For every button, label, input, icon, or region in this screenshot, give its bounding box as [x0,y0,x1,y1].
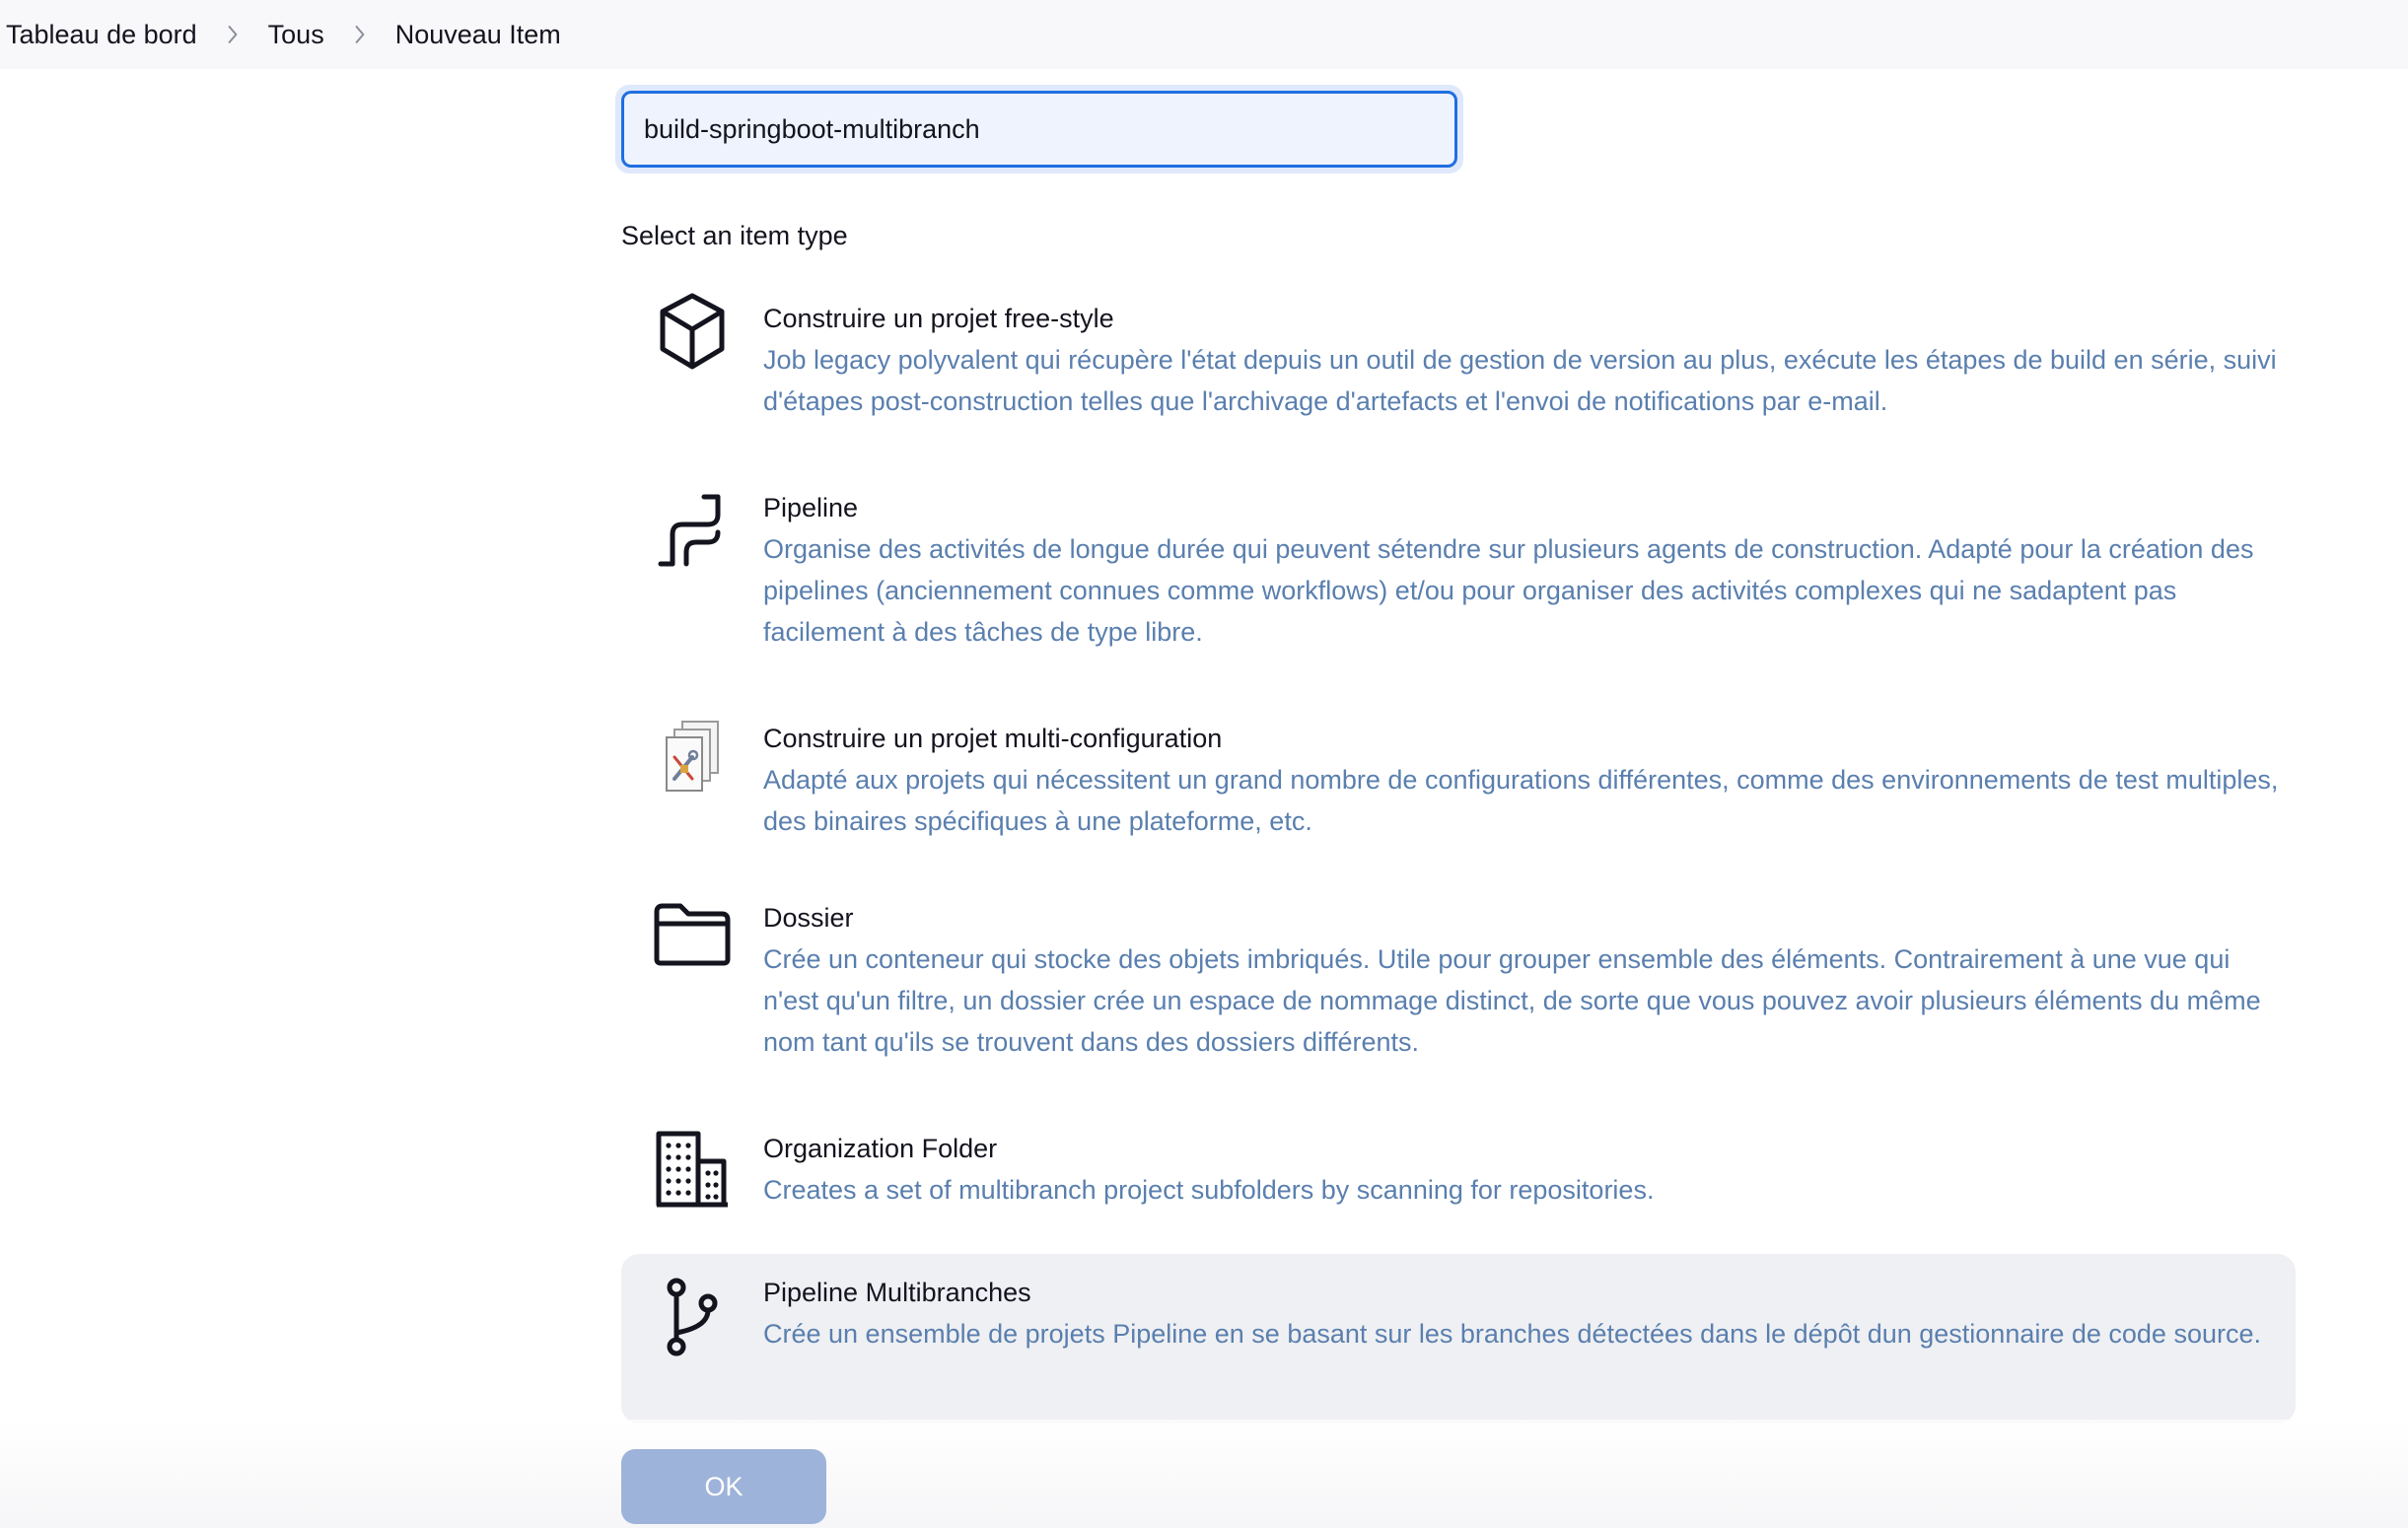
item-description: Job legacy polyvalent qui récupère l'état depuis un outil de gestion de version au plus, exécute les étapes de build en série, suivi d'étapes post-construction telles que l'archivage d'artefacts et l'envoi de notifications par e-mail. [763,345,2277,416]
item-type-multi-configuration[interactable] [621,712,2296,860]
item-description: Crée un conteneur qui stocke des objets imbriqués. Utile pour grouper ensemble des éléments. Contrairement à une vue qui n'est qu'un filtre, un dossier crée un espace de nommage distinct, de sorte que vous pouvez avoir plusieurs éléments du même nom tant qu'ils se trouvent dans des dossiers différents. [763,944,2261,1057]
item-title: Pipeline Multibranches [763,1278,1031,1307]
folder-icon [653,895,732,974]
item-description: Adapté aux projets qui nécessitent un grand nombre de configurations différentes, comme des environnements de test multiples, des binaires spécifiques à une plateforme, etc. [763,765,2279,836]
item-description: Crée un ensemble de projets Pipeline en se basant sur les branches détectées dans le dépôt dun gestionnaire de code source. [763,1319,2261,1349]
cube-icon [653,292,732,371]
item-title: Construire un projet free-style [763,304,1114,333]
item-type-freestyle[interactable] [621,292,2296,440]
footer-bar [0,1420,2408,1528]
item-type-multibranch-pipeline[interactable] [621,1254,2296,1424]
building-icon [653,1130,732,1209]
item-type-pipeline[interactable] [621,481,2296,668]
breadcrumb-item-dashboard[interactable]: Tableau de bord [6,19,197,49]
branch-icon [653,1278,732,1356]
item-title: Construire un projet multi-configuration [763,724,1223,753]
ok-button[interactable]: OK [621,1449,826,1524]
item-name-focus-ring [615,85,1463,174]
chevron-right-icon [197,15,268,54]
breadcrumb-item-new-item[interactable]: Nouveau Item [394,19,561,49]
item-description: Creates a set of multibranch project subfolders by scanning for repositories. [763,1175,1655,1205]
breadcrumb [0,0,2408,69]
pipeline-icon [653,491,732,570]
breadcrumb-item-all[interactable]: Tous [267,19,324,49]
item-type-folder[interactable] [621,891,2296,1078]
item-title: Pipeline [763,493,859,522]
item-title: Organization Folder [763,1134,998,1163]
chevron-right-icon [324,15,395,54]
item-type-section-label: Select an item type [621,221,848,250]
item-description: Organise des activités de longue durée qui peuvent sétendre sur plusieurs agents de construction. Adapté pour la création des pipelines (anciennement connues comme workflows) et/ou pour organiser des activités complexes qui ne sadaptent pas facilement à des tâches de type libre. [763,534,2254,647]
item-type-organization-folder[interactable] [621,1122,2296,1230]
item-name-input[interactable] [621,91,1457,168]
multi-config-icon [653,718,732,797]
item-title: Dossier [763,903,854,933]
